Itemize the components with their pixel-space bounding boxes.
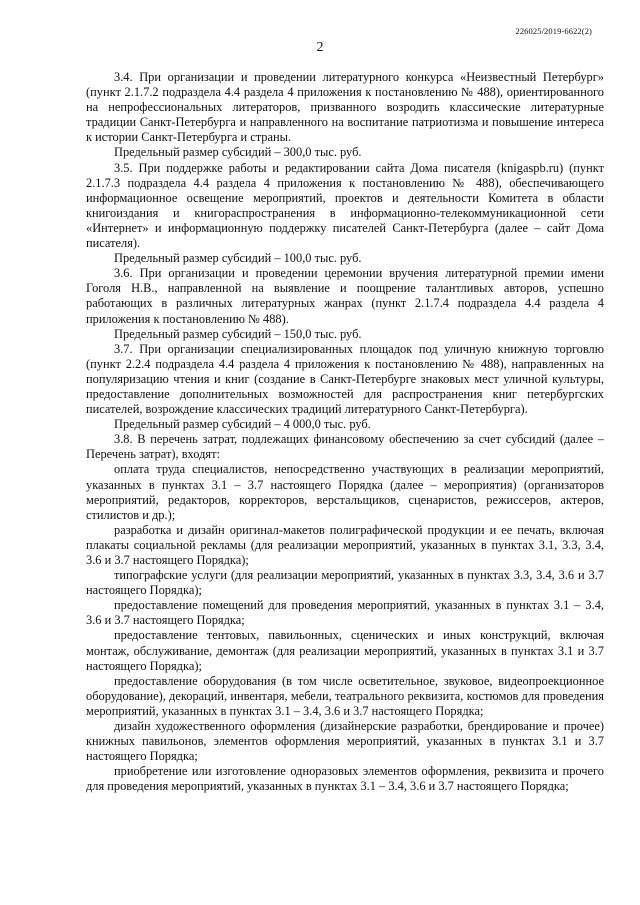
subsidy-limit-3-6: Предельный размер субсидий – 150,0 тыс. руб.	[114, 326, 362, 341]
paragraph-3-7: 3.7. При организации специализированных площадок под уличную книжную торговлю (пункт 2.2.4 подраздела 4.4 раздела 4 приложения к постановлению № 488), направленных на популяризацию чтения и книг (создание в Санкт-Петербурге знаковых мест уличной культуры, предоставление дополнительных возможностей для распространения книг петербургских писателей, возрождение классических традиций литературного Санкт-Петербурга).	[86, 341, 604, 417]
cost-item-structures: предоставление тентовых, павильонных, сценических и иных конструкций, включая монтаж, обслуживание, демонтаж (для реализации мероприятий, указанных в пунктах 3.1 и 3.7 настоящего Порядка);	[86, 628, 604, 673]
subsidy-limit-3-5: Предельный размер субсидий – 100,0 тыс. руб.	[114, 251, 362, 266]
cost-item-art-design: дизайн художественного оформления (дизайнерские разработки, брендирование и прочее) книжных павильонов, элементов оформления мероприятий, указанных в пунктах 3.1 и 3.7 настоящего Порядка;	[86, 719, 604, 764]
document-body	[86, 70, 604, 795]
subsidy-limit-3-4: Предельный размер субсидий – 300,0 тыс. руб.	[114, 145, 362, 160]
subsidy-limit-3-7: Предельный размер субсидий – 4 000,0 тыс. руб.	[114, 417, 371, 432]
document-number: 226025/2019-6622(2)	[515, 26, 592, 36]
cost-item-staff-pay: оплата труда специалистов, непосредственно участвующих в реализации мероприятий, указанных в пунктах 3.1 – 3.7 настоящего Порядка (далее – мероприятия) (организаторов мероприятий, редакторов, корректоров, верстальщиков, сценаристов, режиссеров, актеров, стилистов и др.);	[86, 462, 604, 522]
cost-item-equipment: предоставление оборудования (в том числе осветительное, звуковое, видеопроекционное оборудование), декораций, инвентаря, мебели, театрального реквизита, костюмов для проведения мероприятий, указанных в пунктах 3.1 – 3.4, 3.6 и 3.7 настоящего Порядка;	[86, 673, 604, 718]
paragraph-3-8: 3.8. В перечень затрат, подлежащих финансовому обеспечению за счет субсидий (далее – Перечень затрат), входят:	[86, 432, 604, 462]
paragraph-3-6: 3.6. При организации и проведении церемонии вручения литературной премии имени Гоголя Н.В., направленной на выявление и поощрение талантливых авторов, успешно работающих в различных литературных жанрах (пункт 2.1.7.4 подраздела 4.4 раздела 4 приложения к постановлению № 488).	[86, 266, 604, 326]
cost-item-layout-design: разработка и дизайн оригинал-макетов полиграфической продукции и ее печать, включая плакаты социальной рекламы (для реализации мероприятий, указанных в пунктах 3.1, 3.3, 3.4, 3.6 и 3.7 настоящего Порядка);	[86, 522, 604, 567]
cost-item-premises: предоставление помещений для проведения мероприятий, указанных в пунктах 3.1 – 3.4, 3.6 и 3.7 настоящего Порядка;	[86, 598, 604, 628]
paragraph-3-4: 3.4. При организации и проведении литературного конкурса «Неизвестный Петербург» (пункт 2.1.7.2 подраздела 4.4 раздела 4 приложения к постановлению № 488), ориентированного на непрофессиональных литераторов, призванного возродить классические литературные традиции Санкт-Петербурга и направленного на воспитание патриотизма и повышение интереса к истории Санкт-Петербурга и страны.	[86, 70, 604, 145]
paragraph-3-5: 3.5. При поддержке работы и редактировании сайта Дома писателя (knigaspb.ru) (пункт 2.1.7.3 подраздела 4.4 раздела 4 приложения к постановлению № 488), обеспечивающего информационное освещение мероприятий, проектов и деятельности Комитета в области книгоиздания и книгораспространения в информационно-телекоммуникационной сети «Интернет» и информационную поддержку писателей Санкт-Петербурга (далее – сайт Дома писателя).	[86, 160, 604, 251]
page-number: 2	[316, 40, 324, 55]
cost-item-disposable-elements: приобретение или изготовление одноразовых элементов оформления, реквизита и прочего для проведения мероприятий, указанных в пунктах 3.1 – 3.4, 3.6 и 3.7 настоящего Порядка;	[86, 764, 604, 794]
cost-item-printing: типографские услуги (для реализации мероприятий, указанных в пунктах 3.3, 3.4, 3.6 и 3.7 настоящего Порядка);	[86, 568, 604, 598]
